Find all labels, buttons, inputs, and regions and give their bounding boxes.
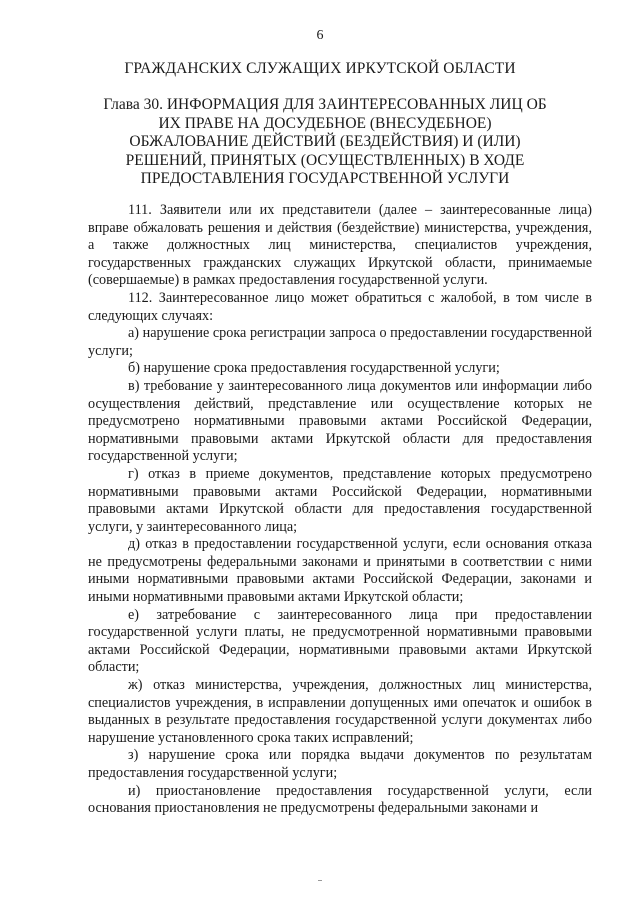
paragraph-111: 111. Заявители или их представители (далее – заинтересованные лица) вправе обжаловать решения и действия (бездействие) министерства, учреждения, а также должностных лиц министерства, специалистов учреждения, государственных гражданских служащих Иркутской области, принимаемые (совершаемые) в рамках предоставления государственной услуги.	[88, 202, 592, 289]
list-item-a: а) нарушение срока регистрации запроса о предоставлении государственной услуги;	[88, 325, 592, 359]
scan-dot	[318, 880, 322, 881]
document-body	[88, 202, 592, 818]
list-item-b: б) нарушение срока предоставления государственной услуги;	[128, 360, 500, 377]
list-item-d: д) отказ в предоставлении государственной услуги, если основания отказа не предусмотрены федеральными законами и принятыми в соответствии с ними иными нормативными правовыми актами Российской Федерации, законами и иными нормативными правовыми актами Иркутской области;	[88, 536, 592, 606]
list-item-zh: ж) отказ министерства, учреждения, должностных лиц министерства, специалистов учреждения, в исправлении допущенных ими опечаток и ошибок в выданных в результате предоставления государственной услуги документах либо нарушение установленного срока таких исправлений;	[88, 677, 592, 746]
list-item-i: и) приостановление предоставления государственной услуги, если основания приостановления не предусмотрены федеральными законами и	[88, 782, 592, 817]
list-item-g: г) отказ в приеме документов, представление которых предусмотрено нормативными правовыми актами Российской Федерации, нормативными правовыми актами Иркутской области для предоставления государственной услуги, у заинтересованного лица;	[88, 465, 592, 535]
section-heading: ГРАЖДАНСКИХ СЛУЖАЩИХ ИРКУТСКОЙ ОБЛАСТИ	[124, 60, 516, 77]
list-item-v: в) требование у заинтересованного лица документов или информации либо осуществления действий, представление или осуществление которых не предусмотрено нормативными правовыми актами Российской Федерации, нормативными правовыми актами Иркутской области для предоставления государственной услуги;	[88, 377, 592, 465]
page-number: 6	[316, 28, 324, 43]
list-item-z: з) нарушение срока или порядка выдачи документов по результатам предоставления государственной услуги;	[88, 747, 592, 781]
paragraph-112: 112. Заинтересованное лицо может обратиться с жалобой, в том числе в следующих случаях:	[88, 289, 592, 324]
chapter-title: Глава 30. ИНФОРМАЦИЯ ДЛЯ ЗАИНТЕРЕСОВАННЫХ ЛИЦ ОБ ИХ ПРАВЕ НА ДОСУДЕБНОЕ (ВНЕСУДЕБНОЕ) ОБЖАЛОВАНИЕ ДЕЙСТВИЙ (БЕЗДЕЙСТВИЯ) И (ИЛИ) РЕШЕНИЙ, ПРИНЯТЫХ (ОСУЩЕСТВЛЕННЫХ) В ХОДЕ ПРЕДОСТАВЛЕНИЯ ГОСУДАРСТВЕННОЙ УСЛУГИ	[103, 96, 547, 188]
list-item-e: е) затребование с заинтересованного лица при предоставлении государственной услуги платы, не предусмотренной нормативными правовыми актами Российской Федерации, нормативными правовыми актами Иркутской области;	[88, 606, 592, 676]
